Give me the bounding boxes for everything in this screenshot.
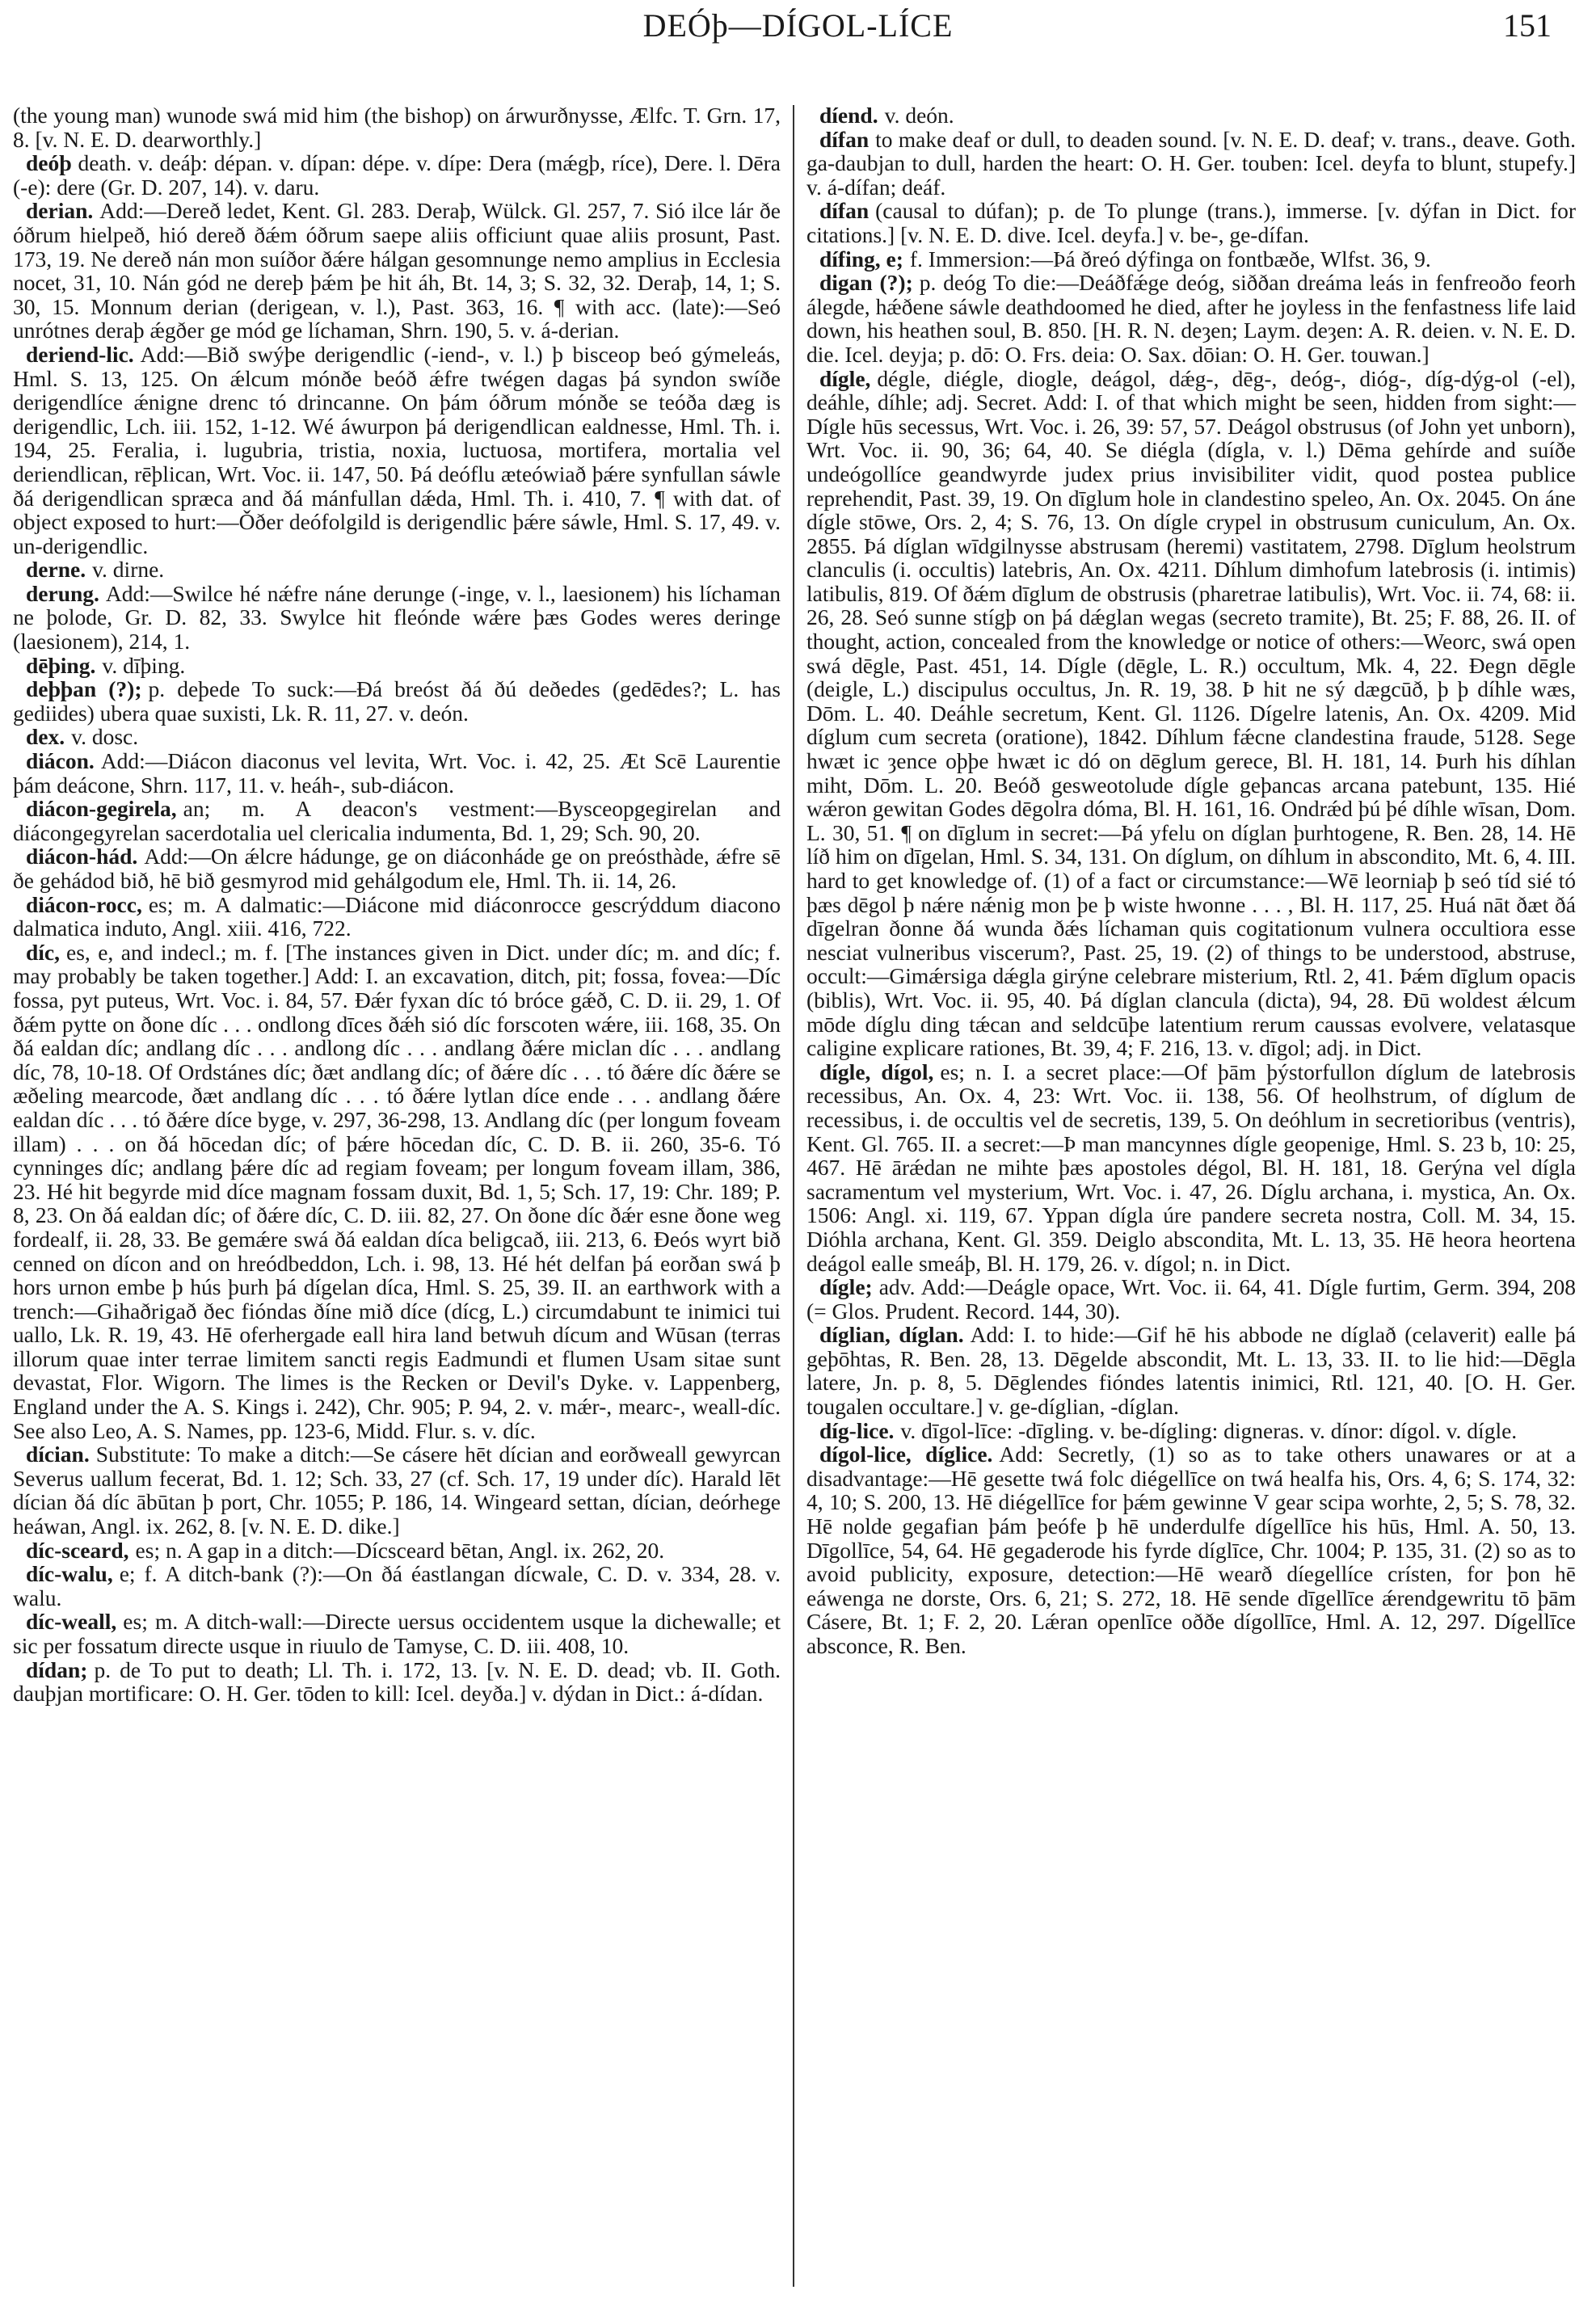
dictionary-entry — [13, 1539, 781, 1563]
dictionary-entry — [806, 247, 1576, 272]
entry-body: v. dīþing. — [102, 652, 186, 678]
headword: digan (?); — [819, 270, 913, 296]
headword: díglian, díglan. — [819, 1322, 964, 1348]
entry-body: (the young man) wunode swá mid him (the bishop) on árwurðnysse, Ælfc. T. Grn. 17, 8. [v. N. E. D. dearworthly.] — [13, 103, 781, 152]
entry-body: Add: Secretly, (1) so as to take others unawares or at a disadvantage:—Hē gesette twá folc diégellīce on twá healfa his, Ors. 4, 6; S. 174, 32: 4, 10; S. 200, 13. Hē diégellīce for þǽm gewinne V gear scipa worhte, 2, 5; S. 78, 32. Hē nolde gegafian þám þeófe þ hē underdulfe dígellīce his hūs, Hml. A. 50, 13. Dīgollīce, 54, 64. Hē gegaderode his fyrde díglīce, Chr. 1004; P. 135, 31. (2) so as to avoid publicity, exposure, detection:—Hē wearð díegellíce crísten, for þon hē eáwenga ne dorste, Ors. 6, 21; S. 272, 18. Hē sende dīgellīce ǽrendgewritu tō þām Cásere, Bt. 1; F. 2, 20. Lǽran openlīce oððe dígollīce, Hml. A. 12, 297. Dígellīce absconce, R. Ben. — [806, 1442, 1576, 1658]
dictionary-entry — [13, 1610, 781, 1657]
dictionary-entry — [806, 199, 1576, 246]
entry-body: (causal to dúfan); p. de To plunge (trans.), immerse. [v. dýfan in Dict. for citations.] [v. N. E. D. dive. Icel. deyfa.] v. be-, ge-dífan. — [806, 198, 1576, 247]
dictionary-entry — [806, 1442, 1576, 1657]
entry-body: Add:—On ǽlcre hádunge, ge on diáconháde ge on preósthàde, ǽfre sē ðe gehádod bið, hē bið gesmyrod mid gehálgodum ele, Hml. Th. ii. 14, 26. — [13, 844, 781, 893]
dictionary-entry — [13, 1562, 781, 1610]
entry-body: p. de To put to death; Ll. Th. i. 172, 13. [v. N. E. D. dead; vb. II. Goth. dauþjan mortificare: O. H. Ger. tōden to kill: Icel. deyða.] v. dýdan in Dict.: á-dídan. — [13, 1656, 781, 1707]
entry-body: e; f. A ditch-bank (?):—On ðá éastlangan dícwale, C. D. v. 334, 28. v. walu. — [13, 1561, 781, 1610]
dictionary-entry — [13, 103, 781, 151]
headword: diácon-rocc, — [26, 891, 142, 917]
headword: díc, — [26, 939, 61, 965]
headword: dígol-lice, díglice. — [819, 1442, 993, 1467]
entry-body: an; m. A deacon's vestment:—Bysceopgegirelan and diácongegyrelan sacerdotalia uel clericalia indumenta, Bd. 1, 29; Sch. 90, 20. — [13, 796, 781, 845]
headword: dígle, — [819, 365, 871, 391]
headword: dídan; — [26, 1656, 88, 1682]
dictionary-entry — [13, 941, 781, 1442]
entry-body: death. v. deáþ: dépan. v. dípan: dépe. v. dípe: Dera (mǽgþ, ríce), Dere. l. Dēra (-e): dere (Gr. D. 207, 14). v. daru. — [13, 150, 781, 200]
headword: dex. — [26, 724, 65, 750]
running-head: DEÓþ—DÍGOL-LÍCE — [642, 7, 954, 44]
headword: derian. — [26, 198, 94, 224]
dictionary-entry — [806, 1275, 1576, 1323]
left-column — [13, 103, 781, 1706]
headword: diácon-gegirela, — [26, 796, 177, 822]
entry-body: p. deþede To suck:—Ðá breóst ðá ðú deðedes (gedēdes?; L. has gediides) ubera quae suxisti, Lk. R. 11, 27. v. deón. — [13, 676, 781, 726]
entry-body: Add:—Swilce hé nǽfre náne derunge (-inge, v. l., laesionem) his líchaman ne þolode, Gr. D. 82, 33. Swylce hit fleónde wǽre þæs Godes weres deringe (laesionem), 214, 1. — [13, 580, 781, 655]
dictionary-entry — [13, 749, 781, 797]
entry-body: Add: I. to hide:—Gif hē his abbode ne díglað (celaverit) ealle þá geþōhtas, R. Ben. 28, 13. Dēgelde abscondit, Mt. L. 13, 33. II. to lie hid:—Dēgla latere, Jn. p. 8, 5. Dēglendes fióndes latentis inimici, Rtl. 121, 40. [O. H. Ger. tougalen occultare.] v. ge-díglian, -díglan. — [806, 1322, 1576, 1420]
column-divider — [793, 105, 794, 2287]
headword: dícian. — [26, 1442, 90, 1467]
headword: dífan — [819, 126, 870, 152]
dictionary-entry — [13, 199, 781, 343]
headword: deóþ — [26, 150, 72, 176]
dictionary-entry — [806, 367, 1576, 1060]
headword: diácon. — [26, 748, 95, 774]
headword: diácon-hád. — [26, 844, 138, 869]
entry-body: es, e, and indecl.; m. f. [The instances given in Dict. under díc; m. and díc; f. may probably be taken together.] Add: I. an excavation, ditch, pit; fossa, fovea:—Díc fossa, pyt puteus, Wrt. Voc. i. 84, 57. Ðǽr fyxan díc tó bróce gǽð, C. D. ii. 29, 1. Of ðǽm pytte on ðone díc . . . ondlong dīces ðǽh sió díc forscoten wǽre, iii. 168, 35. On ðá ealdan díc; andlang díc . . . andlong díc . . . andlang ðǽre miclan díc . . . andlang díc, 78, 10-18. Of Ordstánes díc; ðæt andlang díc; of ðǽre díc . . . tó ðǽre díc ðǽre se æðeling mearcode, ðæt andlang díc . . . tó ðǽre lytlan díce ende . . . andlang ðǽre ealdan díc . . . tó ðǽre díce byge, v. 297, 36-298, 13. Andlang díc (per longum foveam illam) . . . on ðá hōcedan díc; of þǽre hōcedan díc, C. D. B. ii. 260, 35-6. Tó cynninges díc; andlang þǽre díc ad regiam foveam; per longum foveam illam, 386, 23. Hé hit begyrde mid díce magnam fossam duxit, Bd. 1, 5; Sch. 17, 19: Chr. 189; P. 8, 23. On ðá ealdan díc; of ðǽre díc, C. D. iii. 82, 27. On ðone díc ðǽr esne ðone weg fordealf, ii. 28, 33. Be gemǽre swá ðá ealdan díca beligcað, iii. 213, 6. Ðeós wyrt bið cenned on dícon and on hreódbeddon, Lch. i. 98, 13. Hé hét delfan þá eorðan swá þ hors urnon embe þ hús þurh þá dígelan díca, Hml. S. 25, 39. II. an earthwork with a trench:—Gihaðrigað ðec fióndas ðíne mið díce (dícg, L.) circumdabunt te inimici tui uallo, Lk. R. 19, 43. Hē oferhergade eall hira land betwuh dícum and Wūsan (terras illorum quae inter terrae limitem sancti regis Eadmundi et flumen Usam sitae sunt devastat, Flor. Wigorn. The limes is the Recken or Devil's Dyke. v. Lappenberg, England under the A. S. Kings i. 242), Chr. 905; P. 94, 2. v. mǽr-, mearc-, weall-díc. See also Leo, A. S. Names, pp. 123-6, Midd. Flur. s. v. díc. — [13, 939, 781, 1443]
entry-body: f. Immersion:—Þá ðreó dýfinga on fontbæðe, Wlfst. 36, 9. — [909, 246, 1431, 272]
dictionary-entry — [806, 103, 1576, 128]
headword: deriend-lic. — [26, 341, 134, 367]
dictionary-entry — [13, 844, 781, 892]
dictionary-entry — [13, 893, 781, 941]
headword: díc-weall, — [26, 1609, 117, 1635]
headword: díend. — [819, 103, 878, 128]
dictionary-entry — [13, 677, 781, 725]
entry-body: v. dirne. — [92, 557, 165, 583]
headword: dífan — [819, 198, 870, 224]
entry-body: v. dīgol-līce: -dīgling. v. be-dígling: digneras. v. dínor: dígol. v. dígle. — [900, 1417, 1518, 1443]
dictionary-entry — [806, 1419, 1576, 1443]
dictionary-entry — [13, 654, 781, 678]
entry-body: Substitute: To make a ditch:—Se cásere hēt dícian and eorðweall gewyrcan Severus uallum fecerat, Bd. 1. 12; Sch. 33, 27 (cf. Sch. 17, 19 under díc). Harald lēt dícian ðá díc ābūtan þ port, Chr. 1055; P. 186, 14. Wingeard settan, dícian, deórhege heáwan, Angl. ix. 262, 8. [v. N. E. D. dike.] — [13, 1442, 781, 1539]
entry-body: dégle, diégle, diogle, deágol, dǽg-, dēg-, deóg-, dióg-, díg-dýg-ol (-el), deáhle, díhle; adj. Secret. Add: I. of that which might be seen, hidden from sight:—Dígle hūs secessus, Wrt. Voc. i. 26, 39: 57, 57. Deágol obstrusus (of John yet unborn), Wrt. Voc. ii. 90, 36; 64, 40. Se diégla (dígla, v. l.) Dēma gehírde and suíðe undeógollíce geandwyrde judex prius invisibiliter vidit, quod postea publice reprehendit, Past. 39, 19. On dīglum hole in clandestino speleo, An. Ox. 2045. On áne dígle stōwe, Ors. 2, 4; S. 76, 13. On dígle crypel in obstrusum cuniculum, An. Ox. 2855. Þá díglan wīdgilnysse abstrusam (heremi) vastitatem, 2798. Dīglum heolstrum clanculis (i. occultis) latebris, An. Ox. 4211. Díhlum dimhofum latebrosis (i. intimis) latibulis, 819. Of ðǽm dīglum de obstrusis (pharetrae latibulis), Wrt. Voc. ii. 74, 68: ii. 26, 28. Seó sunne stígþ on þá dǽglan wegas (secreto tramite), Bt. 25; F. 88, 26. II. of thought, action, concealed from the knowledge or notice of others:—Weorc, swá open swá dēgle, Past. 451, 14. Dígle (dēgle, L. R.) occultum, Mk. 4, 22. Ðegn dēgle (deigle, L.) discipulus occultus, Jn. R. 19, 38. Þ hit ne sý dægcūð, þ þ díhle wæs, Dōm. L. 40. Deáhle secretum, Kent. Gl. 1126. Dígelre latenis, An. Ox. 4209. Mid díglum cum secreta (oratione), 1842. Díhlum fǽcne clandestina fraude, 5128. Sege hwæt ic ȝence oþþe hwæt ic dó on dēglum gerece, Bl. H. 181, 14. Þurh his díhlan miht, Dōm. L. 20. Beóð gesweotolude dígle geþancas arcana patebunt, 135. Hié wǽron gewitan Godes dēgolra dóma, Bl. H. 161, 16. Ondrǽd þú þé díhle wīsan, Dom. L. 30, 51. ¶ on dīglum in secret:—Þá yfelu on díglan þurhtogene, R. Ben. 28, 14. Hē líð him on dīgelan, Hml. S. 34, 131. On díglum, on díhlum in abscondito, Mt. 6, 4. III. hard to get knowledge of. (1) of a fact or circumstance:—Wē leorniaþ þ seó tíd sié tó þæs dēgol þ nǽre nǽnig mon þe þ wiste hwonne . . . , Bl. H. 117, 25. Huá nāt ðæt ðá dīgelran ðonne ðá wunda ðǽs líchaman quis cogitationum vulnera occultiora esse nesciat vulneribus viscerum?, Past. 25, 19. (2) of things to be understood, abstruse, occult:—Gimǽrsiga dǽgla girýne celebrare misterium, Rtl. 2, 41. Þǽm dīglum opacis (biblis), Wrt. Voc. ii. 95, 40. Þá díglan clancula (dicta), 94, 28. Ðū woldest ǽlcum mōde díglu ding tǽcan and seldcūþe latentium rerum caussas evolvere, velatasque caligine explicare rationes, Bt. 39, 4; F. 216, 13. v. dīgol; adj. in Dict. — [806, 365, 1576, 1061]
headword: dígle; — [819, 1274, 873, 1300]
headword: derung. — [26, 580, 99, 606]
entry-body: es; n. I. a secret place:—Of þām þýstorfullon díglum de latebrosis recessibus, An. Ox. 4, 23: Wrt. Voc. ii. 138, 56. Of heolhstrum, of díglum de recessibus, i. de occultis vel de secretis, 139, 5. On deóhlum in secretioribus (ventris), Kent. Gl. 765. II. a secret:—Þ man mancynnes dígle geopenige, Hml. S. 23 b, 10: 25, 467. Hē ārǽdan ne mihte þæs apostoles dégol, Bl. H. 181, 18. Gerýna vel dígla sacramentum vel mysterium, Wrt. Voc. i. 47, 26. Díglu archana, i. mystica, An. Ox. 1506: Angl. xi. 119, 67. Yppan dígla úre pandere secreta nostra, Coll. M. 34, 15. Dióhla archana, Kent. Gl. 359. Deiglo abscondita, Mt. L. 13, 35. Hē heora heortena deágol ealle smeáþ, Bl. H. 179, 26. v. dígol; n. in Dict. — [806, 1059, 1576, 1276]
dictionary-entry — [13, 151, 781, 199]
dictionary-entry — [806, 128, 1576, 200]
headword: díg-lice. — [819, 1417, 895, 1443]
entry-body: Add:—Diácon diaconus vel levita, Wrt. Voc. i. 42, 25. Æt Scē Laurentie þám deácone, Shrn. 117, 11. v. heáh-, sub-diácon. — [13, 748, 781, 798]
headword: dífing, e; — [819, 246, 903, 272]
headword: derne. — [26, 557, 86, 583]
dictionary-entry — [13, 343, 781, 558]
dictionary-entry — [13, 797, 781, 844]
dictionary-entry — [806, 271, 1576, 366]
entry-body: p. deóg To die:—Deáðfǽge deóg, siððan dreáma leás in fenfreoðo feorh álegde, hǽðene sáwle deathdoomed he died, after he joyless in the fenfastness life laid down, his heathen soul, B. 850. [H. R. N. deȝen; Laym. deȝen: A. R. deien. v. N. E. D. die. Icel. deyja; p. dō: O. Frs. deia: O. Sax. dōian: O. H. Ger. touwan.] — [806, 270, 1576, 367]
headword: dēþing. — [26, 652, 96, 678]
entry-body: Add:—Bið swýþe derigendlic (-iend-, v. l.) þ bisceop beó gýmeleás, Hml. S. 13, 125. On ǽlcum mónðe beóð ǽfre twégen dagas þá syndon swíðe derigendlíce ǽnigne drenc tó drincanne. On þám óðrum mónðe se teóða dæg is derigendlic, Lch. iii. 152, 1-12. Wé áwurpon þá derigendlican ealdnesse, Hml. Th. i. 194, 25. Feralia, i. lugubria, tristia, noxia, luctuosa, mortifera, mortalia vel deriendlican, rēþlican, Wrt. Voc. ii. 147, 50. Þá deóflu æteówiað þǽre synfullan sáwle ðá derigendlican spræca and ðá mánfullan dǽda, Hml. Th. i. 410, 7. ¶ with dat. of object exposed to hurt:—Ǒðer deófolgild is derigendlic þǽre sáwle, Hml. S. 17, 49. v. un-derigendlic. — [13, 341, 781, 558]
headword: díc-walu, — [26, 1561, 113, 1587]
dictionary-entry — [13, 558, 781, 582]
right-column — [806, 103, 1576, 1658]
dictionary-entry — [806, 1323, 1576, 1418]
entry-body: to make deaf or dull, to deaden sound. [v. N. E. D. deaf; v. trans., deave. Goth. ga-daubjan to dull, harden the heart: O. H. Ger. touben: Icel. deyfa to blunt, stupefy.] v. á-dífan; deáf. — [806, 126, 1576, 200]
dictionary-entry — [13, 1658, 781, 1706]
entry-body: v. dosc. — [71, 724, 139, 750]
entry-body: es; m. A dalmatic:—Diácone mid diáconrocce gescrýddum diacono dalmatica induto, Angl. xiii. 416, 722. — [13, 891, 781, 941]
headword: deþþan (?); — [26, 676, 142, 702]
dictionary-entry — [13, 582, 781, 654]
headword: dígle, dígol, — [819, 1059, 934, 1084]
dictionary-entry — [13, 1442, 781, 1538]
dictionary-entry — [806, 1060, 1576, 1275]
page-number: 151 — [1503, 7, 1552, 44]
entry-body: adv. Add:—Deágle opace, Wrt. Voc. ii. 64, 41. Dígle furtim, Germ. 394, 208 (= Glos. Prudent. Record. 144, 30). — [806, 1274, 1576, 1324]
entry-body: es; n. A gap in a ditch:—Dícsceard bētan, Angl. ix. 262, 20. — [135, 1537, 665, 1563]
entry-body: es; m. A ditch-wall:—Directe uersus occidentem usque la dichewalle; et sic per fossatum directe usque in riuulo de Tamyse, C. D. iii. 408, 10. — [13, 1609, 781, 1658]
entry-body: Add:—Dereð ledet, Kent. Gl. 283. Deraþ, Wülck. Gl. 257, 7. Sió ilce lár ðe óðrum hielpeð, hió dereð ðǽm óðrum saepe aliis officiunt quae aliis prosunt, Past. 173, 19. Ne dereð nán mon suíðor ðǽre hálgan gesomnunge nemo amplius in Ecclesia nocet, 31, 10. Nán gód ne dereþ þǽm þe hit áh, Bt. 14, 3; S. 32, 32. Deraþ, 14, 1; S. 30, 15. Monnum derian (derigean, v. l.), Past. 363, 16. ¶ with acc. (late):—Seó unrótnes deraþ ǽgðer ge mód ge líchaman, Shrn. 190, 5. v. á-derian. — [13, 198, 781, 343]
headword: díc-sceard, — [26, 1537, 129, 1563]
entry-body: v. deón. — [884, 103, 954, 128]
dictionary-entry — [13, 725, 781, 749]
